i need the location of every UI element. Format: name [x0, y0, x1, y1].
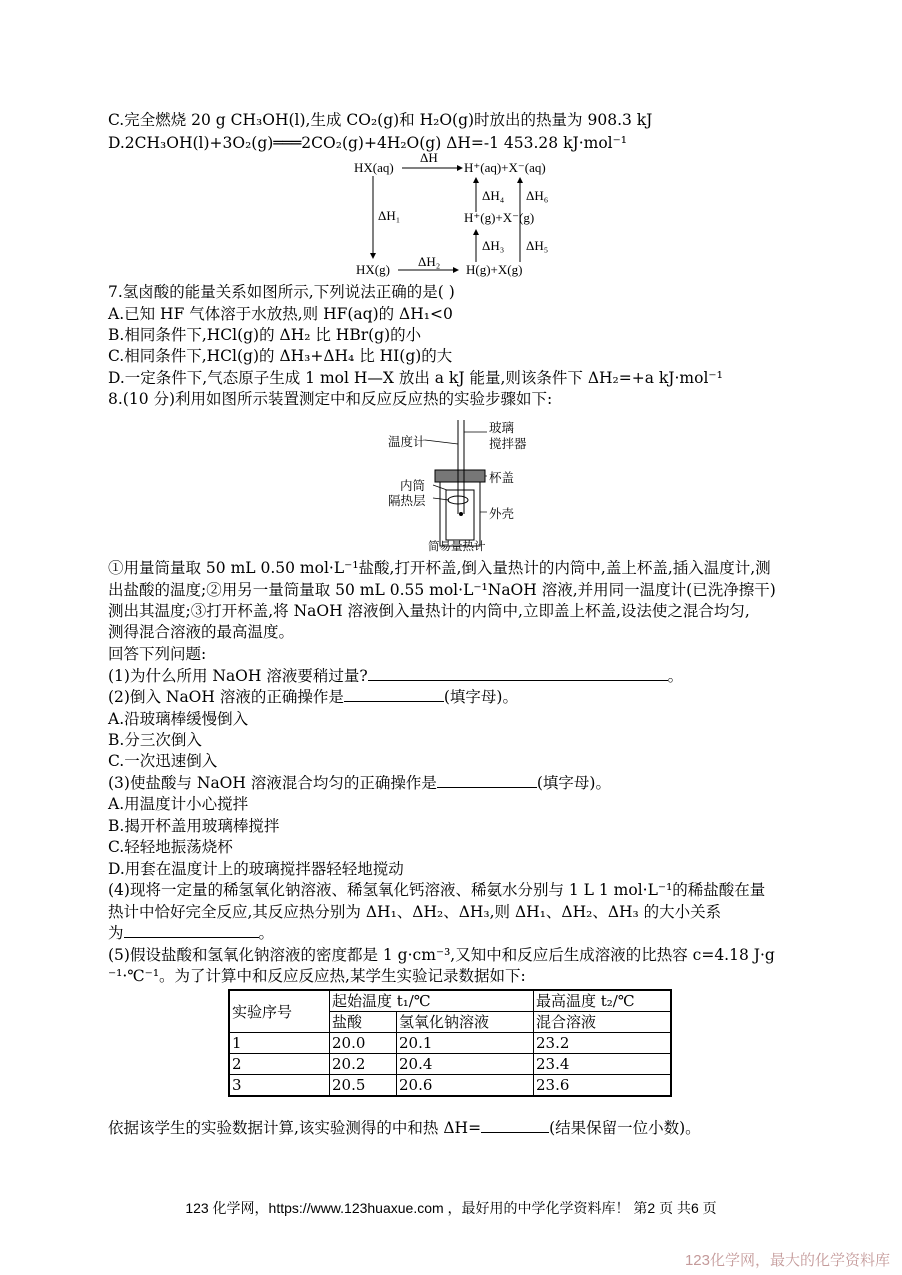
q8-final-end: (结果保留一位小数)。: [549, 1119, 701, 1137]
q8-answer-prompt: 回答下列问题:: [108, 645, 207, 663]
q8-part3: [108, 773, 611, 793]
ions-g-label: H⁺(g)+X⁻(g): [464, 210, 535, 225]
header-naoh: 氢氧化钠溶液: [397, 1012, 534, 1033]
q8-part2-option-b: B.分三次倒入: [108, 731, 202, 749]
q8-part3-end: (填字母)。: [536, 774, 611, 792]
dh5-label: ΔH₅: [526, 238, 549, 253]
header-max-temp: 最高温度 t₂/℃: [534, 990, 672, 1012]
q8-step-line-3: 测出其温度;③打开杯盖,将 NaOH 溶液倒入量热计的内筒中,立即盖上杯盖,设法使之混合均匀,: [108, 602, 750, 620]
q8-part1: [108, 666, 683, 686]
cell-no: 3: [229, 1075, 330, 1097]
watermark: 123化学网，最大的化学资料库: [684, 1252, 890, 1269]
q8-part5-line-1: (5)假设盐酸和氢氧化钠溶液的密度都是 1 g·cm⁻³,又知中和反应后生成溶液的比热容 c=4.18 J·g: [108, 946, 775, 964]
energy-diagram: [340, 150, 570, 280]
table-row: [229, 1075, 671, 1097]
header-mix: 混合溶液: [534, 1012, 672, 1033]
q8-part3-option-d: D.用套在温度计上的玻璃搅拌器轻轻地搅动: [108, 860, 404, 878]
dh1-label: ΔH₁: [378, 208, 401, 223]
dh2-label: ΔH₂: [418, 254, 441, 269]
q7-option-d: D.一定条件下,气态原子生成 1 mol H—X 放出 a kJ 能量,则该条件下 ΔH₂=+a kJ·mol⁻¹: [108, 369, 723, 387]
cell-naoh: 20.6: [397, 1075, 534, 1097]
cell-mix: 23.2: [534, 1033, 672, 1054]
cell-mix: 23.6: [534, 1075, 672, 1097]
dh3-label: ΔH₃: [482, 238, 505, 253]
table-row: [229, 1033, 671, 1054]
q7-option-c: C.相同条件下,HCl(g)的 ΔH₃+ΔH₄ 比 HI(g)的大: [108, 347, 453, 365]
q8-final-line: [108, 1118, 701, 1138]
experiment-table: [228, 989, 672, 1097]
q8-part4-line-2: 热计中恰好完全反应,其反应热分别为 ΔH₁、ΔH₂、ΔH₃,则 ΔH₁、ΔH₂、ΔH₃ 的大小关系: [108, 903, 722, 921]
calorimeter-caption: 简易量热计: [428, 539, 486, 553]
dh4-label: ΔH₄: [482, 188, 505, 203]
q8-final-text: 依据该学生的实验数据计算,该实验测得的中和热 ΔH=: [108, 1119, 482, 1137]
q8-part3-blank[interactable]: [437, 773, 537, 788]
dh6-label: ΔH₆: [526, 188, 549, 203]
q8-part3-text: (3)使盐酸与 NaOH 溶液混合均匀的正确操作是: [108, 774, 437, 792]
q8-part4-end: 。: [258, 924, 275, 942]
q8-part4-line-3: [108, 923, 274, 943]
q8-part1-blank[interactable]: [368, 666, 668, 681]
q8-step-line-2: 出盐酸的温度;②用另一量筒量取 50 mL 0.55 mol·L⁻¹NaOH 溶液,并用同一温度计(已洗净擦干): [108, 581, 776, 599]
inner-label: 内筒: [400, 478, 426, 493]
q8-part2-option-c: C.一次迅速倒入: [108, 752, 218, 770]
shell-label: 外壳: [489, 506, 515, 521]
header-start-temp: 起始温度 t₁/℃: [330, 990, 534, 1012]
cell-hcl: 20.2: [330, 1054, 397, 1075]
q8-part3-option-a: A.用温度计小心搅拌: [108, 795, 249, 813]
q8-part2-blank[interactable]: [344, 687, 444, 702]
q8-step-line-1: ①用量筒量取 50 mL 0.50 mol·L⁻¹盐酸,打开杯盖,倒入量热计的内筒中,盖上杯盖,插入温度计,测: [108, 559, 771, 577]
cell-mix: 23.4: [534, 1054, 672, 1075]
cell-hcl: 20.0: [330, 1033, 397, 1054]
q8-stem: 8.(10 分)利用如图所示装置测定中和反应反应热的实验步骤如下:: [108, 390, 553, 408]
q8-part4-line-1: (4)现将一定量的稀氢氧化钠溶液、稀氢氧化钙溶液、稀氨水分别与 1 L 1 mol·L⁻¹的稀盐酸在量: [108, 881, 766, 899]
q8-part1-end: 。: [667, 667, 684, 685]
q8-part3-option-b: B.揭开杯盖用玻璃棒搅拌: [108, 817, 280, 835]
q8-part5-line-2: ⁻¹·℃⁻¹。为了计算中和反应反应热,某学生实验记录数据如下:: [108, 967, 526, 985]
q8-part2-end: (填字母)。: [443, 688, 518, 706]
header-hcl: 盐酸: [330, 1012, 397, 1033]
thermometer-label: 温度计: [388, 434, 426, 449]
hx-g-label: HX(g): [356, 262, 390, 277]
stirrer-label-2: 搅拌器: [489, 436, 527, 451]
q7-stem: 7.氢卤酸的能量关系如图所示,下列说法正确的是( ): [108, 283, 455, 301]
lid-label: 杯盖: [489, 470, 515, 485]
q8-part3-option-c: C.轻轻地振荡烧杯: [108, 838, 233, 856]
table-row: [229, 1054, 671, 1075]
header-experiment-no: 实验序号: [229, 990, 330, 1033]
cell-no: 1: [229, 1033, 330, 1054]
q8-part2-option-a: A.沿玻璃棒缓慢倒入: [108, 710, 249, 728]
cell-hcl: 20.5: [330, 1075, 397, 1097]
q8-final-blank[interactable]: [481, 1118, 549, 1133]
q7-option-b: B.相同条件下,HCl(g)的 ΔH₂ 比 HBr(g)的小: [108, 326, 422, 344]
q8-part1-text: (1)为什么所用 NaOH 溶液要稍过量?: [108, 667, 368, 685]
hx-aq-label: HX(aq): [354, 160, 394, 175]
option-c-line: C.完全燃烧 20 g CH₃OH(l),生成 CO₂(g)和 H₂O(g)时放出的热量为 908.3 kJ: [108, 111, 653, 129]
dh-label: ΔH: [420, 150, 438, 165]
q8-part2-text: (2)倒入 NaOH 溶液的正确操作是: [108, 688, 344, 706]
cell-naoh: 20.4: [397, 1054, 534, 1075]
page-footer: 123 化学网，https://www.123huaxue.com ，最好用的中学化学资料库！ 第2 页 共6 页: [185, 1200, 717, 1216]
q8-step-line-4: 测得混合溶液的最高温度。: [108, 623, 295, 641]
calorimeter-figure: [385, 414, 525, 556]
q7-option-a: A.已知 HF 气体溶于水放热,则 HF(aq)的 ΔH₁<0: [108, 305, 453, 323]
ions-aq-label: H⁺(aq)+X⁻(aq): [464, 160, 546, 175]
option-d-line: D.2CH₃OH(l)+3O₂(g)═══2CO₂(g)+4H₂O(g) ΔH=-1 453.28 kJ·mol⁻¹: [108, 134, 628, 152]
q8-part4-text: 为: [108, 924, 124, 942]
stirrer-label-1: 玻璃: [489, 420, 515, 435]
cell-naoh: 20.1: [397, 1033, 534, 1054]
q8-part2: [108, 687, 518, 707]
cell-no: 2: [229, 1054, 330, 1075]
q8-part4-blank[interactable]: [124, 923, 259, 938]
table-header-row: [229, 990, 671, 1012]
atoms-g-label: H(g)+X(g): [466, 262, 523, 277]
insulation-label: 隔热层: [388, 493, 426, 508]
